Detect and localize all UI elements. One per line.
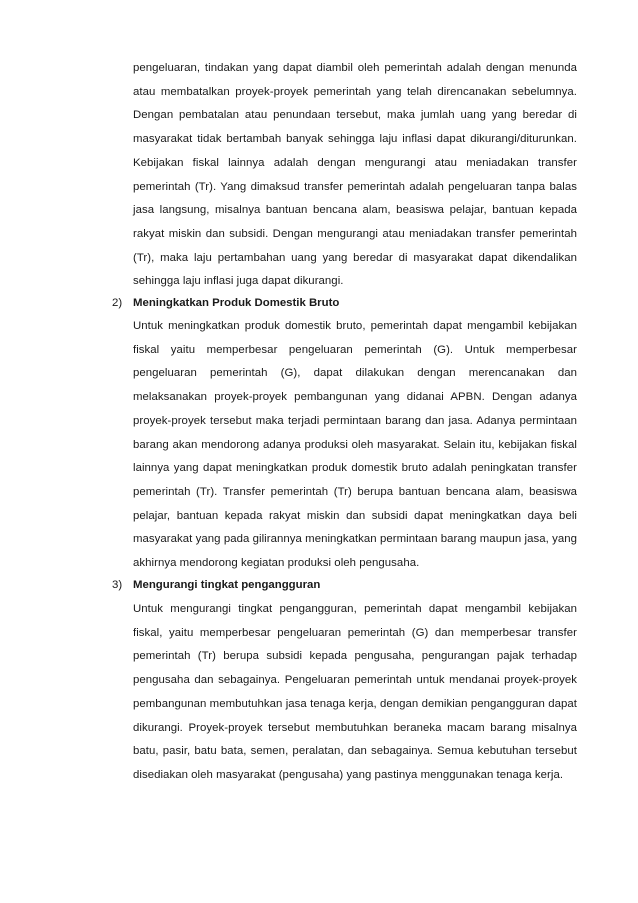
section-2-text: Untuk meningkatkan produk domestik bruto, pemerintah dapat mengambil kebijakan fiskal yaitu memperbesar pengeluaran pemerintah (G). Untuk memperbesar pengeluaran pemerintah (G), dapat dilakukan dengan merencanakan dan melaksanakan proyek-proyek pembangunan yang didanai APBN. Dengan adanya proyek-proyek tersebut maka terjadi permintaan barang dan jasa. Adanya permintaan barang akan mendorong adanya produksi oleh masyarakat. Selain itu, kebijakan fiskal lainnya yang dapat meningkatkan produk domestik bruto adalah peningkatan transfer pemerintah (Tr). Transfer pemerintah (Tr) berupa bantuan bencana alam, beasiswa pelajar, bantuan kepada rakyat miskin dan subsidi dapat meningkatkan daya beli masyarakat yang pada gilirannya meningkatkan permintaan barang maupun jasa, yang akhirnya mendorong kegiatan produksi oleh pengusaha.: [133, 320, 577, 570]
section-3-text: Untuk mengurangi tingkat pengangguran, pemerintah dapat mengambil kebijakan fiskal, yaitu memperbesar pengeluaran pemerintah (G) dan memperbesar transfer pemerintah (Tr) berupa subsidi kepada pengusaha, pengurangan pajak terhadap pengusaha dan sebagainya. Pengeluaran pemerintah untuk mendanai proyek-proyek pembangunan membutuhkan jasa tenaga kerja, dengan demikian pengangguran dapat dikurangi. Proyek-proyek tersebut membutuhkan beraneka macam barang misalnya batu, pasir, batu bata, semen, peralatan, dan sebagainya. Semua kebutuhan tersebut disediakan oleh masyarakat (pengusaha) yang pastinya menggunakan tenaga kerja.: [133, 603, 577, 781]
section-3-heading: [112, 576, 582, 594]
section-2-number: 2): [112, 297, 123, 309]
section-3-number: 3): [112, 579, 123, 591]
section-3-paragraph: [133, 598, 577, 788]
section-2-paragraph: [133, 315, 577, 576]
section-2-title: Meningkatkan Produk Domestik Bruto: [133, 297, 340, 309]
section-2-heading: [112, 294, 582, 312]
section-3-title: Mengurangi tingkat pengangguran: [133, 579, 321, 591]
intro-paragraph: [133, 57, 577, 294]
intro-text: pengeluaran, tindakan yang dapat diambil oleh pemerintah adalah dengan menunda atau membatalkan proyek-proyek pemerintah yang telah direncanakan sebelumnya. Dengan pembatalan atau penundaan tersebut, maka jumlah uang yang beredar di masyarakat tidak bertambah banyak sehingga laju inflasi dapat dikurangi/diturunkan. Kebijakan fiskal lainnya adalah dengan mengurangi atau meniadakan transfer pemerintah (Tr). Yang dimaksud transfer pemerintah adalah pengeluaran tanpa balas jasa langsung, misalnya bantuan bencana alam, beasiswa pelajar, bantuan kepada rakyat miskin dan subsidi. Dengan mengurangi atau meniadakan transfer pemerintah (Tr), maka laju pertambahan uang yang beredar di masyarakat dapat dikendalikan sehingga laju inflasi juga dapat dikurangi.: [133, 62, 577, 288]
